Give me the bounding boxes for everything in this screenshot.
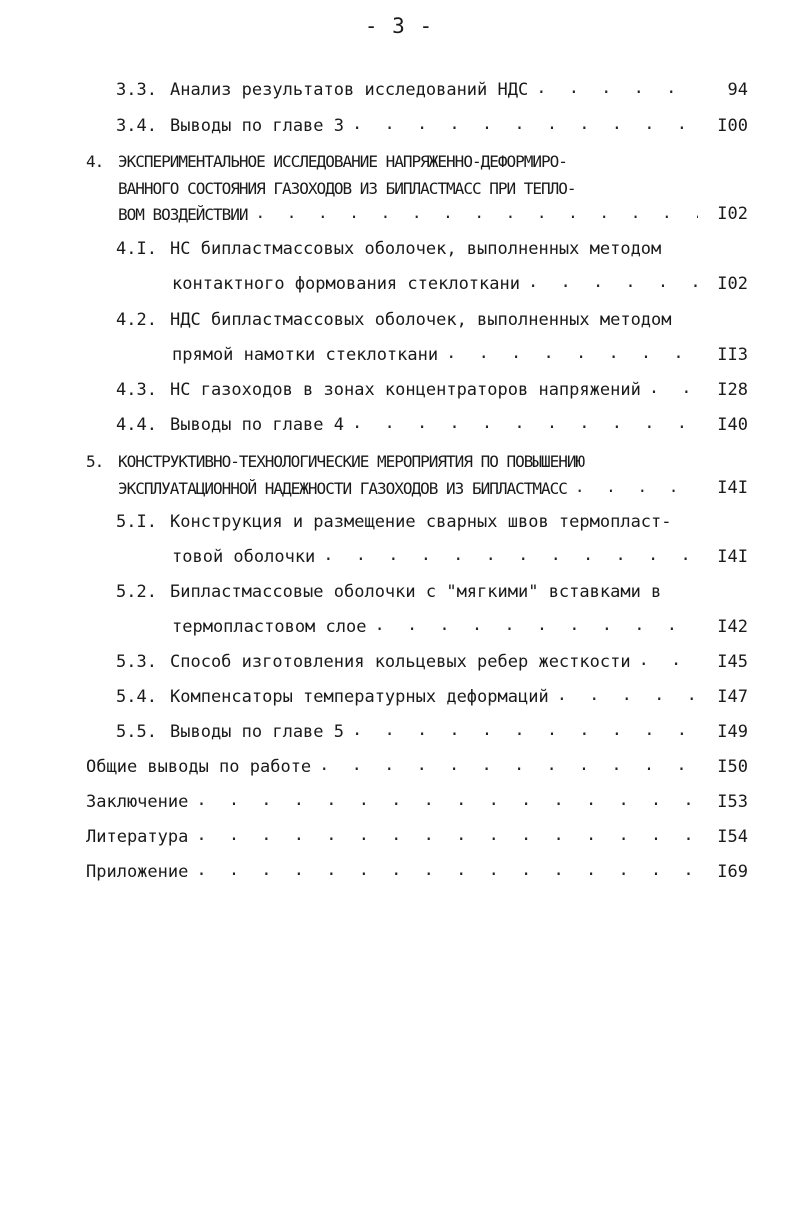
toc-entry-number: 5.5.	[116, 722, 157, 742]
toc-entry-number: 4.4.	[116, 415, 157, 435]
dot-leader	[446, 343, 698, 363]
dot-leader	[639, 650, 698, 670]
toc-entry-number: 5.4.	[116, 687, 157, 707]
toc-entry-title: Приложение	[86, 862, 189, 882]
toc-entry-title: Компенсаторы температурных деформаций	[170, 687, 549, 707]
toc-entry-4-2-line-1	[116, 300, 748, 330]
toc-entry-title: Бипластмассовые оболочки с "мягкими" вставками в	[170, 582, 662, 602]
dot-leader	[575, 477, 698, 496]
dot-leader	[352, 413, 698, 433]
toc-entry-4-1-line-1	[116, 229, 748, 259]
toc-entry-title: Выводы по главе 4	[170, 415, 344, 435]
toc-entry-title: ЭКСПЛУАТАЦИОННОЙ НАДЕЖНОСТИ ГАЗОХОДОВ ИЗ БИПЛАСТМАСС	[118, 479, 567, 498]
toc-entry-5-4	[116, 677, 748, 707]
toc-entry-title: НС газоходов в зонах концентраторов напряжений	[170, 380, 641, 400]
toc-entry-title: КОНСТРУКТИВНО-ТЕХНОЛОГИЧЕСКИЕ МЕРОПРИЯТИЯ ПО ПОВЫШЕНИЮ	[118, 452, 585, 471]
toc-entry-general-conclusions	[86, 747, 748, 777]
toc-entry-page: I53	[717, 792, 748, 812]
toc-entry-5-5	[116, 712, 748, 742]
toc-entry-page: I28	[717, 380, 748, 400]
dot-leader	[196, 790, 698, 810]
toc-entry-number: 3.4.	[116, 116, 157, 136]
toc-entry-5-2-line-1	[116, 572, 748, 602]
toc-entry-title: товой оболочки	[172, 547, 316, 567]
toc-entry-title: Общие выводы по работе	[86, 757, 312, 777]
toc-entry-number: 5.	[86, 452, 104, 471]
toc-entry-literature	[86, 817, 748, 847]
toc-entry-5-2-line-2	[172, 607, 748, 637]
toc-entry-title: НДС бипластмассовых оболочек, выполненных методом	[170, 310, 672, 330]
toc-entry-number: 4.	[86, 152, 104, 171]
toc-entry-title: Выводы по главе 5	[170, 722, 344, 742]
dot-leader	[536, 78, 698, 98]
toc-entry-title: термопластовом слое	[172, 617, 367, 637]
dot-leader	[374, 615, 698, 635]
toc-entry-page: II3	[717, 345, 748, 365]
toc-entry-4-2-line-2	[172, 335, 748, 365]
toc-entry-page: I54	[717, 827, 748, 847]
toc-entry-title: ВОМ ВОЗДЕЙСТВИИ	[118, 205, 248, 224]
toc-entry-page: I02	[717, 204, 748, 224]
toc-entry-number: 5.2.	[116, 582, 157, 602]
dot-leader	[196, 825, 698, 845]
dot-leader	[528, 272, 698, 292]
toc-chapter-4-line-3	[118, 194, 748, 224]
toc-entry-page: I42	[717, 617, 748, 637]
toc-entry-4-3	[116, 370, 748, 400]
dot-leader	[319, 755, 698, 775]
toc-entry-title: Выводы по главе 3	[170, 116, 344, 136]
toc-entry-title: ВАННОГО СОСТОЯНИЯ ГАЗОХОДОВ ИЗ БИПЛАСТМАСС ПРИ ТЕПЛО-	[118, 179, 576, 198]
toc-entry-page: I4I	[717, 478, 748, 498]
toc-entry-page: 94	[727, 80, 748, 100]
toc-entry-5-3	[116, 642, 748, 672]
dot-leader	[256, 203, 699, 222]
toc-entry-title: НС бипластмассовых оболочек, выполненных методом	[170, 239, 662, 259]
toc-entry-appendix	[86, 852, 748, 882]
toc-entry-page: I4I	[717, 547, 748, 567]
toc-entry-number: 5.3.	[116, 652, 157, 672]
toc-entry-page: I02	[717, 274, 748, 294]
dot-leader	[352, 114, 698, 134]
toc-entry-page: I47	[717, 687, 748, 707]
toc-entry-title: Заключение	[86, 792, 189, 812]
dot-leader	[352, 720, 698, 740]
dot-leader	[649, 378, 698, 398]
toc-entry-page: I49	[717, 722, 748, 742]
toc-entry-4-4	[116, 405, 748, 435]
toc-chapter-4-line-1	[86, 141, 748, 171]
toc-entry-5-1-line-1	[116, 502, 748, 532]
dot-leader	[196, 860, 698, 880]
toc-entry-5-1-line-2	[172, 537, 748, 567]
toc-entry-page: I40	[717, 415, 748, 435]
toc-entry-4-1-line-2	[172, 264, 748, 294]
toc-entry-title: Литература	[86, 827, 189, 847]
toc-entry-conclusion	[86, 782, 748, 812]
toc-entry-title: ЭКСПЕРИМЕНТАЛЬНОЕ ИССЛЕДОВАНИЕ НАПРЯЖЕННО-ДЕФОРМИРО-	[118, 152, 567, 171]
toc-entry-title: Анализ результатов исследований НДС	[170, 80, 529, 100]
toc-entry-number: 4.2.	[116, 310, 157, 330]
dot-leader	[323, 545, 698, 565]
toc-entry-title: Способ изготовления кольцевых ребер жесткости	[170, 652, 631, 672]
toc-entry-title: контактного формования стеклоткани	[172, 274, 520, 294]
page-number: - 3 -	[364, 14, 434, 38]
toc-entry-number: 3.3.	[116, 80, 157, 100]
toc-entry-number: 5.I.	[116, 512, 157, 532]
toc-entry-number: 4.I.	[116, 239, 157, 259]
toc-chapter-5-line-2	[118, 468, 748, 498]
toc-entry-page: I69	[717, 862, 748, 882]
dot-leader	[557, 685, 698, 705]
toc-chapter-5-line-1	[86, 441, 748, 471]
toc-entry-page: I00	[717, 116, 748, 136]
toc-entry-page: I50	[717, 757, 748, 777]
toc-entry-number: 4.3.	[116, 380, 157, 400]
toc-entry-3-4	[116, 106, 748, 136]
toc-entry-title: прямой намотки стеклоткани	[172, 345, 439, 365]
toc-entry-title: Конструкция и размещение сварных швов термопласт-	[170, 512, 672, 532]
toc-entry-3-3	[116, 70, 748, 100]
toc-entry-page: I45	[717, 652, 748, 672]
